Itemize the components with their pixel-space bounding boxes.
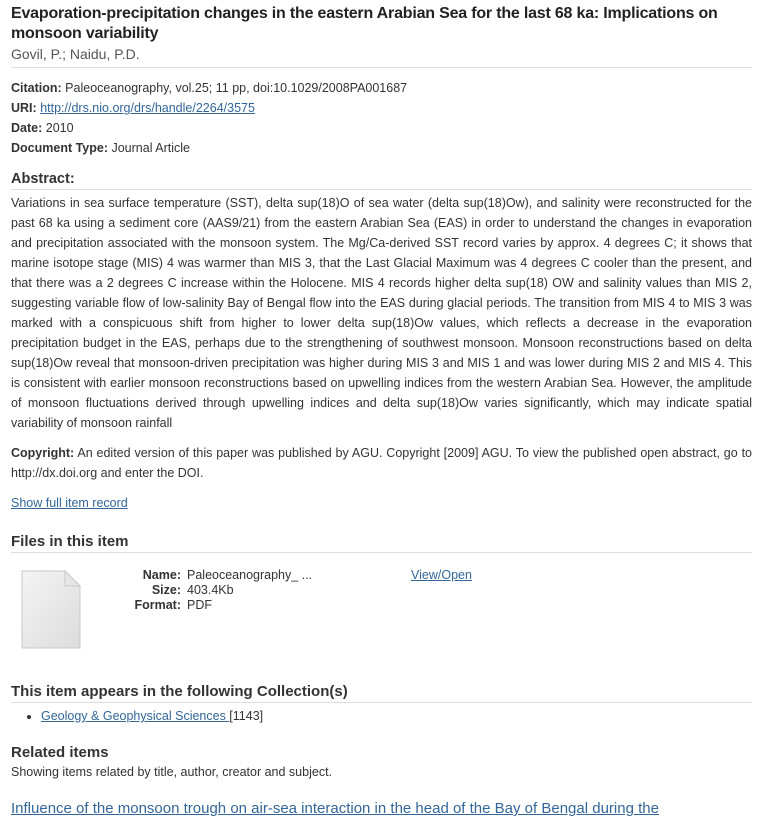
abstract-text: Variations in sea surface temperature (SST), delta sup(18)O of sea water (delta sup(18)Ow), and salinity were reconstructed for the past 68 ka using a sediment core (AAS9/21) from the eastern Arabian Sea (EAS) in order to understand the changes in evaporation and precipitation associated with the monsoon system. The Mg/Ca-derived SST record varies by approx. 4 degrees C; it shows that marine isotope stage (MIS) 4 was warmer than MIS 3, that the Last Glacial Maximum was 4 degrees C cooler than the present, and that there was a 2 degrees C increase within the Holocene. MIS 4 records higher delta sup(18) OW and salinity values than MIS 2, suggesting variable flow of low-salinity Bay of Bengal flow into the EAS during glacial periods. The transition from MIS 4 to MIS 3 was marked with a conspicuous shift from higher to lower delta sup(18)Ow values, which reflects a decrease in the evaporation precipitation budget in the EAS, perhaps due to the strengthening of southwest monsoon. Monsoon reconstructions based on delta sup(18)Ow reveal that monsoon-driven precipitation was higher during MIS 3 and MIS 1 and was lower during MIS 2 and MIS 4. This is consistent with earlier monsoon reconstructions based on upwelling indices from the western Arabian Sea. However, the amplitude of monsoon fluctuations derived through upwelling indices and delta sup(18)Ow varies significantly, which may indicate spatial variability of monsoon rainfall xyxy=(11,196,752,430)
related-item xyxy=(11,799,752,819)
show-full-record-link[interactable]: Show full item record xyxy=(11,496,128,510)
item-title: Evaporation-precipitation changes in the eastern Arabian Sea for the last 68 ka: Implications on monsoon variability xyxy=(11,5,718,42)
title-divider xyxy=(11,67,752,68)
collections-divider xyxy=(11,702,752,703)
list-item xyxy=(41,709,752,724)
copyright-statement xyxy=(11,443,752,483)
item-page xyxy=(11,0,752,819)
citation-label: Citation: xyxy=(11,81,62,95)
show-full-record xyxy=(11,493,752,513)
uri-label: URI: xyxy=(11,101,37,115)
date-label: Date: xyxy=(11,121,43,135)
collection-count: [1143] xyxy=(229,709,264,723)
collections-list xyxy=(11,709,752,724)
collection-link[interactable]: Geology & Geophysical Sciences xyxy=(41,709,230,723)
file-metadata xyxy=(123,568,312,613)
item-authors: Govil, P.; Naidu, P.D. xyxy=(11,46,140,62)
uri-link[interactable]: http://drs.nio.org/drs/handle/2264/3575 xyxy=(40,101,255,115)
related-item-link[interactable]: Influence of the monsoon trough on air-sea interaction in the head of the Bay of Bengal during the xyxy=(11,800,659,817)
citation-row xyxy=(11,78,752,98)
files-heading: Files in this item xyxy=(11,533,129,550)
citation-value: Paleoceanography, vol.25; 11 pp, doi:10.1029/2008PA001687 xyxy=(65,81,408,95)
abstract-heading: Abstract: xyxy=(11,171,75,187)
files-divider xyxy=(11,552,752,553)
abstract-divider xyxy=(11,189,752,190)
copyright-label: Copyright: xyxy=(11,446,75,460)
date-row xyxy=(11,118,752,138)
file-format-row xyxy=(123,598,312,613)
doctype-value: Journal Article xyxy=(111,141,190,155)
doctype-row xyxy=(11,138,752,158)
file-format-value: PDF xyxy=(187,598,212,612)
file-entry xyxy=(11,561,752,661)
file-name-row xyxy=(123,568,312,583)
date-value: 2010 xyxy=(45,121,74,135)
file-name-label: Name: xyxy=(142,568,181,582)
related-heading: Related items xyxy=(11,744,109,761)
uri-row xyxy=(11,98,752,118)
view-open-link[interactable]: View/Open xyxy=(411,568,472,582)
collections-heading: This item appears in the following Collection(s) xyxy=(11,683,348,700)
file-format-label: Format: xyxy=(134,598,181,612)
document-icon[interactable] xyxy=(19,569,83,651)
file-size-row xyxy=(123,583,312,598)
file-size-label: Size: xyxy=(151,583,181,597)
item-metadata xyxy=(11,78,752,158)
file-size-value: 403.4Kb xyxy=(187,583,234,597)
related-subtitle: Showing items related by title, author, creator and subject. xyxy=(11,765,333,779)
copyright-text: An edited version of this paper was published by AGU. Copyright [2009] AGU. To view the published open abstract, go to http://dx.doi.org and enter the DOI. xyxy=(11,446,752,480)
file-name-value: Paleoceanography_ ... xyxy=(187,568,313,582)
doctype-label: Document Type: xyxy=(11,141,108,155)
